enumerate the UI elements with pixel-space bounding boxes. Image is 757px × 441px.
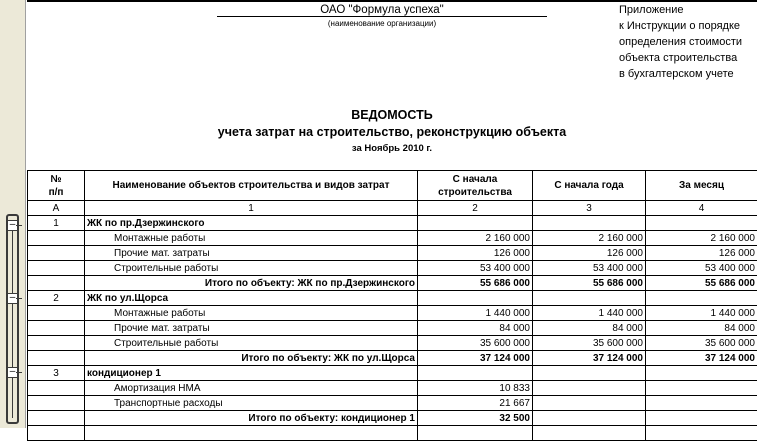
total-since-year	[533, 411, 646, 426]
column-number: 1	[85, 201, 418, 216]
total-since-start: 37 124 000	[418, 351, 533, 366]
column-number: 3	[533, 201, 646, 216]
cell-since-start: 2 160 000	[418, 231, 533, 246]
cell-month	[646, 396, 757, 411]
cell-since-year: 2 160 000	[533, 231, 646, 246]
table-row[interactable]	[28, 231, 757, 246]
cell-since-year: 126 000	[533, 246, 646, 261]
cost-table	[27, 170, 757, 441]
header-month: За месяц	[646, 171, 757, 201]
column-number: А	[28, 201, 85, 216]
cell-since-year: 53 400 000	[533, 261, 646, 276]
column-number: 4	[646, 201, 757, 216]
cell-since-year: 1 440 000	[533, 306, 646, 321]
cell-month: 53 400 000	[646, 261, 757, 276]
table-row[interactable]	[28, 306, 757, 321]
total-since-year: 55 686 000	[533, 276, 646, 291]
cell-month	[646, 381, 757, 396]
total-row[interactable]	[28, 411, 757, 426]
cost-item-name: Прочие мат. затраты	[85, 246, 418, 261]
cell-since-start: 84 000	[418, 321, 533, 336]
collapse-group-1-button[interactable]: –	[7, 220, 18, 231]
group-name: кондиционер 1	[85, 366, 418, 381]
cell-since-year: 35 600 000	[533, 336, 646, 351]
total-label: Итого по объекту: ЖК по ул.Щорса	[85, 351, 418, 366]
cell-since-start: 21 667	[418, 396, 533, 411]
header-since-start: С начала строительства	[418, 171, 533, 201]
total-row[interactable]	[28, 351, 757, 366]
header-name: Наименование объектов строительства и видов затрат	[85, 171, 418, 201]
report-period: за Ноябрь 2010 г.	[27, 143, 757, 154]
total-month	[646, 411, 757, 426]
table-row[interactable]	[28, 381, 757, 396]
appendix-line: Приложение	[619, 2, 757, 18]
cell-since-year	[533, 381, 646, 396]
group-name: ЖК по пр.Дзержинского	[85, 216, 418, 231]
appendix-line: объекта строительства	[619, 50, 757, 66]
cell-since-start: 35 600 000	[418, 336, 533, 351]
group-row[interactable]	[28, 216, 757, 231]
table-row[interactable]	[28, 336, 757, 351]
group-number: 2	[28, 291, 85, 306]
header-num: № п/п	[28, 171, 85, 201]
cell-since-start: 53 400 000	[418, 261, 533, 276]
appendix-note	[619, 2, 757, 82]
cell-since-start: 126 000	[418, 246, 533, 261]
cell-since-start: 10 833	[418, 381, 533, 396]
group-name: ЖК по ул.Щорса	[85, 291, 418, 306]
cell-since-start: 1 440 000	[418, 306, 533, 321]
group-number: 1	[28, 216, 85, 231]
cell-month: 1 440 000	[646, 306, 757, 321]
cost-item-name: Строительные работы	[85, 336, 418, 351]
report-title: ВЕДОМОСТЬ	[27, 108, 757, 122]
cell-since-year	[533, 396, 646, 411]
appendix-line: определения стоимости	[619, 34, 757, 50]
total-month: 37 124 000	[646, 351, 757, 366]
cost-item-name: Монтажные работы	[85, 306, 418, 321]
group-number: 3	[28, 366, 85, 381]
cell-month: 84 000	[646, 321, 757, 336]
column-number: 2	[418, 201, 533, 216]
appendix-line: в бухгалтерском учете	[619, 66, 757, 82]
collapse-group-2-button[interactable]: –	[7, 293, 18, 304]
table-row[interactable]	[28, 246, 757, 261]
cell-month: 35 600 000	[646, 336, 757, 351]
cost-item-name: Амортизация НМА	[85, 381, 418, 396]
outline-tick	[16, 298, 22, 299]
organization-underline	[217, 16, 547, 17]
outline-tick	[16, 372, 22, 373]
total-since-start: 55 686 000	[418, 276, 533, 291]
total-month: 55 686 000	[646, 276, 757, 291]
total-row[interactable]	[28, 276, 757, 291]
outline-line	[12, 228, 13, 418]
cell-month: 2 160 000	[646, 231, 757, 246]
cell-since-year: 84 000	[533, 321, 646, 336]
header-since-year: С начала года	[533, 171, 646, 201]
total-since-start: 32 500	[418, 411, 533, 426]
cost-item-name: Монтажные работы	[85, 231, 418, 246]
table-row[interactable]	[28, 321, 757, 336]
report-subtitle: учета затрат на строительство, реконструкцию объекта	[27, 125, 757, 139]
cost-item-name: Транспортные расходы	[85, 396, 418, 411]
collapse-group-3-button[interactable]: –	[7, 367, 18, 378]
report-sheet	[27, 0, 757, 428]
table-row[interactable]	[28, 396, 757, 411]
organization-caption: (наименование организации)	[217, 19, 547, 28]
cell-month: 126 000	[646, 246, 757, 261]
total-label: Итого по объекту: кондиционер 1	[85, 411, 418, 426]
table-row[interactable]	[28, 261, 757, 276]
outline-gutter	[0, 0, 26, 428]
group-row[interactable]	[28, 366, 757, 381]
organization-name: ОАО "Формула успеха"	[217, 4, 547, 16]
cost-item-name: Прочие мат. затраты	[85, 321, 418, 336]
cost-item-name: Строительные работы	[85, 261, 418, 276]
group-row[interactable]	[28, 291, 757, 306]
total-since-year: 37 124 000	[533, 351, 646, 366]
total-label: Итого по объекту: ЖК по пр.Дзержинского	[85, 276, 418, 291]
outline-tick	[16, 225, 22, 226]
appendix-line: к Инструкции о порядке	[619, 18, 757, 34]
